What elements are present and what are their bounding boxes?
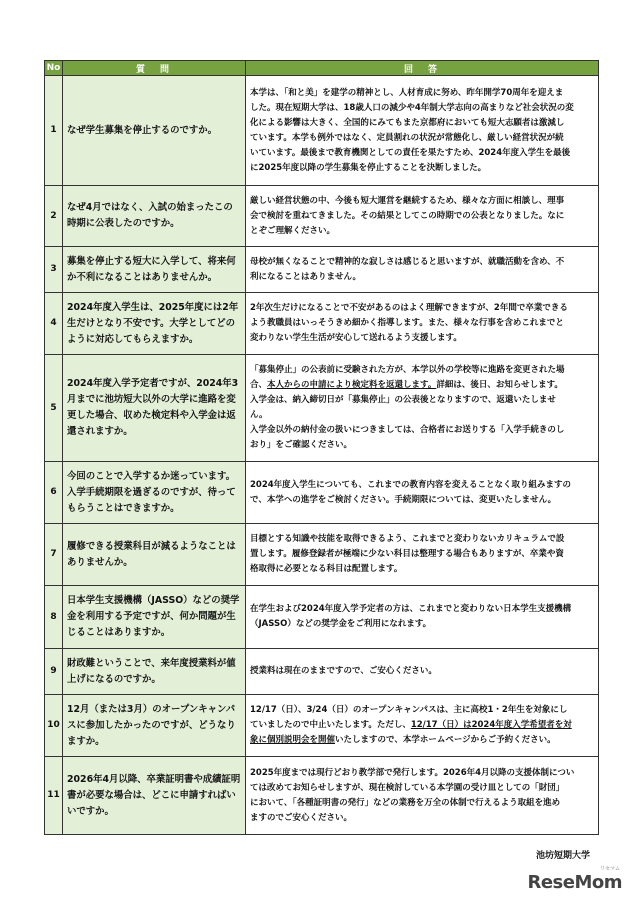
answer-line: 会で検討を重ねてきました。その結果としてこの時期での公表となりました。なに — [250, 210, 565, 221]
answer-line — [250, 733, 594, 748]
answer-line: 12/17（日）、3/24（日）のオープンキャンパスは、主に高校1・2年生を対象にし — [250, 705, 568, 715]
answer-line: おり」をご確認ください。 — [250, 440, 353, 450]
answer-text: 詳細は、後日、お知らせします。 — [436, 380, 563, 390]
row-number: 8 — [45, 586, 63, 649]
table-row — [45, 757, 599, 835]
table-header-row — [45, 61, 599, 76]
organization-name: 池坊短期大学 — [535, 851, 590, 861]
table-row — [45, 293, 599, 355]
answer-line: 利になることはありません。 — [250, 271, 362, 282]
answer-line: 変わりない学生生活が安心して送れるよう支援します。 — [250, 333, 462, 343]
row-number: 10 — [45, 695, 63, 757]
answer-cell — [246, 524, 599, 586]
answer-line: 2年次生だけになることで不安があるのはよく理解できますが、2年間で卒業できる — [250, 303, 568, 313]
question-cell: 履修できる授業科目が減るようなことはありませんか。 — [63, 524, 246, 586]
answer-cell — [246, 76, 599, 186]
answer-line: 授業料は現在のままですので、ご安心ください。 — [250, 666, 437, 676]
answer-cell — [246, 649, 599, 695]
table-row — [45, 649, 599, 695]
answer-line: 在学生および2024年度入学予定者の方は、これまでと変わりない日本学生支援機構 — [250, 604, 572, 614]
resemom-logo — [527, 866, 622, 893]
answer-line: において、「各種証明書の発行」などの業務を万全の体制で行えるよう取組を進め — [250, 797, 561, 808]
answer-line: いています。最後まで教育機関としての責任を果たすため、2024年度入学生を最後 — [250, 147, 571, 158]
answer-line: 本学は、「和と美」を建学の精神とし、人材育成に努め、昨年開学70周年を迎えま — [250, 87, 564, 98]
question-cell: 2024年度入学予定者ですが、2024年3月までに池坊短大以外の大学に進路を変更した場合、収めた検定料や入学金は返還されますか。 — [63, 355, 246, 462]
question-cell: 財政難ということで、来年度授業料が値上げになるのですか。 — [63, 649, 246, 695]
answer-line: で、本学への進学をご検討ください。手続期限については、変更いたしません。 — [250, 494, 557, 505]
row-number: 7 — [45, 524, 63, 586]
question-cell: 今回のことで入学するか迷っています。入学手続期限を過ぎるのですが、待ってもらうことはできますか。 — [63, 462, 246, 524]
answer-cell — [246, 186, 599, 247]
answer-line: ん。 — [250, 410, 268, 420]
underlined-refund-text: 本人からの申請により検定料を返還します。 — [267, 380, 437, 390]
row-number: 1 — [45, 76, 63, 186]
answer-line: 2025年度までは現行どおり教学部で発行します。2026年4月以降の支援体制につい — [250, 767, 575, 778]
answer-line: 置します。履修登録者が極端に少ない科目は整理する場合もありますが、卒業や資 — [250, 549, 564, 559]
table-row — [45, 247, 599, 293]
faq-table — [44, 60, 599, 835]
question-cell: 2026年4月以降、卒業証明書や成績証明書が必要な場合は、どこに申請すればいいですか。 — [63, 757, 246, 835]
question-cell: 12月（または3月）のオープンキャンパスに参加したかったのですが、どうなりますか。 — [63, 695, 246, 757]
table-row — [45, 355, 599, 462]
underlined-session-text: 12/17（日）は2024年度入学希望者を対 — [410, 720, 572, 730]
answer-line: ますのでご安心ください。 — [250, 812, 353, 823]
answer-line — [250, 378, 594, 393]
row-number: 9 — [45, 649, 63, 695]
row-number: 11 — [45, 757, 63, 835]
answer-line: よう教職員はいっそうきめ細かく指導します。また、様々な行事を含めこれまでと — [250, 318, 564, 328]
row-number: 5 — [45, 355, 63, 462]
table-row — [45, 462, 599, 524]
answer-line: （JASSO）などの奨学金をご利用になれます。 — [250, 619, 432, 629]
answer-cell — [246, 293, 599, 355]
row-number: 6 — [45, 462, 63, 524]
answer-line: 厳しい経営状態の中、今後も短大運営を継続するため、様々な方面に相談し、理事 — [250, 195, 565, 206]
row-number: 3 — [45, 247, 63, 293]
underlined-session-text: 象に個別説明会を開催 — [250, 735, 336, 745]
answer-cell — [246, 462, 599, 524]
table-row — [45, 76, 599, 186]
answer-line: した。現在短期大学は、18歳人口の減少や4年制大学志向の高まりなど社会状況の変 — [250, 102, 574, 113]
question-cell: 募集を停止する短大に入学して、将来何か不利になることはありませんか。 — [63, 247, 246, 293]
question-cell: なぜ4月ではなく、入試の始まったこの時期に公表したのですか。 — [63, 186, 246, 247]
header-answer: 回 答 — [246, 61, 599, 76]
answer-line: 入学金以外の納付金の扱いにつきましては、合格者にお送りする「入学手続きのし — [250, 425, 565, 435]
answer-line: 母校が無くなることで精神的な寂しさは感じると思いますが、就職活動を含め、不 — [250, 256, 565, 267]
answer-line: 格取得に必要となる科目は配置します。 — [250, 564, 403, 574]
brand-sub-text: リセマム — [600, 866, 620, 872]
answer-line: 「募集停止」の公表前に受験された方が、本学以外の学校等に進路を変更された場 — [250, 365, 565, 375]
table-row — [45, 695, 599, 757]
answer-line: ています。本学も例外ではなく、定員割れの状況が常態化し、厳しい経営状況が続 — [250, 132, 564, 143]
row-number: 2 — [45, 186, 63, 247]
answer-cell — [246, 355, 599, 462]
answer-text: ていましたので中止いたします。ただし、 — [250, 720, 411, 730]
answer-text: 合、 — [250, 380, 268, 390]
header-question: 質 問 — [63, 61, 246, 76]
question-cell: 2024年度入学生は、2025年度には2年生だけとなり不安です。大学としてどのように対応してもらえますか。 — [63, 293, 246, 355]
answer-line: 入学金は、納入締切日が「募集停止」の公表後となりますので、返還いたしませ — [250, 395, 556, 405]
answer-cell — [246, 247, 599, 293]
answer-line: 2024年度入学生についても、これまでの教育内容を変えることなく取り組みますの — [250, 479, 571, 490]
table-row — [45, 524, 599, 586]
answer-line: とぞご理解ください。 — [250, 225, 336, 236]
answer-line: に2025年度以降の学生募集を停止することを決断しました。 — [250, 162, 487, 173]
brand-text: ReseMom — [527, 872, 622, 893]
answer-cell — [246, 695, 599, 757]
question-cell: なぜ学生募集を停止するのですか。 — [63, 76, 246, 186]
answer-line: ては改めてお知らせしますが、現在検討している本学園の受け皿としての「財団」 — [250, 782, 565, 793]
table-row — [45, 586, 599, 649]
answer-line: 化による影響は大きく、全国的にみてもまた京都府においても短大志願者は激減し — [250, 117, 565, 128]
row-number: 4 — [45, 293, 63, 355]
answer-cell — [246, 586, 599, 649]
answer-cell — [246, 757, 599, 835]
table-row — [45, 186, 599, 247]
question-cell: 日本学生支援機構（JASSO）などの奨学金を利用する予定ですが、何か問題が生じることはありますか。 — [63, 586, 246, 649]
answer-text: いたしますので、本学ホームページからご予約ください。 — [335, 735, 556, 745]
answer-line: 目標とする知識や技能を取得できるよう、これまでと変わりないカリキュラムで設 — [250, 534, 565, 544]
header-no: No — [45, 61, 63, 76]
answer-line — [250, 718, 594, 733]
